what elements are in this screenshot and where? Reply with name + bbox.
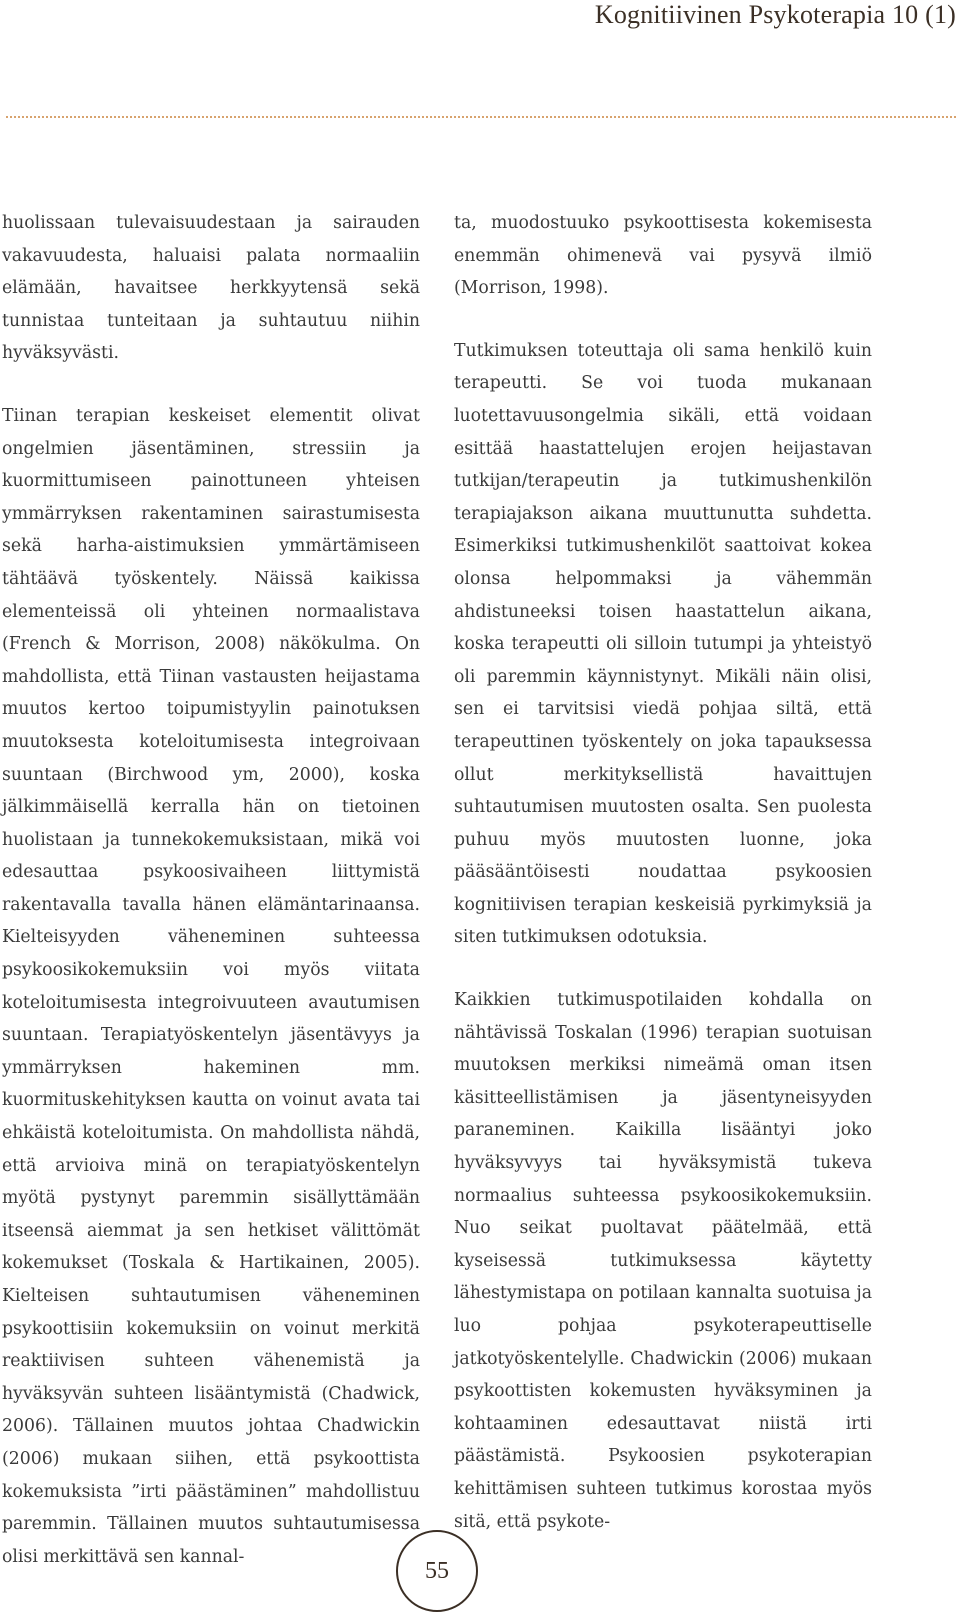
header-divider: [6, 116, 956, 118]
right-paragraph-2: Tutkimuksen toteuttaja oli sama henkilö kuin terapeutti. Se voi tuoda mukanaan luotettavuusongelmia sikäli, että voidaan esittää haastattelujen erojen heijastavan tutkijan/terapeutin ja tutkimushenkilön terapiajakson aikana muuttunutta suhdetta. Esimerkiksi tutkimushenkilöt saattoivat kokea olonsa helpommaksi ja vähemmän ahdistuneeksi toisen haastattelun aikana, koska terapeutti oli silloin tutumpi ja yhteistyö oli paremmin käynnistynyt. Mikäli näin olisi, sen ei tarvitsisi viedä pohjaa siltä, että terapeuttinen työskentely on joka tapauksessa ollut merkityksellistä havaittujen suhtautumisen muutosten osalta. Sen puolesta puhuu myös muutosten luonne, joka pääsääntöisesti noudattaa psykoosien kognitiivisen terapian keskeisiä pyrkimyksiä ja siten tutkimuksen odotuksia.: [454, 340, 872, 948]
left-paragraph-1: huolissaan tulevaisuudestaan ja sairauden vakavuudesta, haluaisi palata normaaliin elämään, havaitsee herkkyytensä sekä tunnistaa tunteitaan ja suhtautuu niihin hyväksyvästi.: [2, 213, 420, 364]
right-paragraph-3: Kaikkien tutkimuspotilaiden kohdalla on nähtävissä Toskalan (1996) terapian suotuisan muutoksen merkiksi nimeämä oman itsen käsitteellistämisen ja jäsentyneisyyden paraneminen. Kaikilla lisääntyi joko hyväksyvyys tai hyväksymistä tukeva normaalius suhteessa psykoosikokemuksiin. Nuo seikat puoltavat päätelmää, että kyseisessä tutkimuksessa käytetty lähestymistapa on potilaan kannalta suotuisa ja luo pohjaa psykoterapeuttiselle jatkotyöskentelylle. Chadwickin (2006) mukaan psykoottisten kokemusten hyväksyminen ja kohtaaminen edesauttavat niistä irti päästämistä. Psykoosien psykoterapian kehittämisen suhteen tutkimus korostaa myös sitä, että psykote-: [454, 990, 872, 1532]
right-paragraph-1: ta, muodostuuko psykoottisesta kokemisesta enemmän ohimenevä vai pysyvä ilmiö (Morrison, 1998).: [454, 213, 872, 299]
left-column: [2, 207, 420, 1573]
running-title: Kognitiivinen Psykoterapia 10 (1): [594, 0, 956, 29]
right-column: [454, 207, 872, 1538]
page-number-badge: [396, 1530, 478, 1612]
page-number: 55: [425, 1557, 449, 1584]
left-paragraph-2: Tiinan terapian keskeiset elementit olivat ongelmien jäsentäminen, stressiin ja kuormittumiseen painottuneen yhteisen ymmärryksen rakentaminen sairastumisesta sekä harha-aistimuksien ymmärtämiseen tähtäävä työskentely. Näissä kaikissa elementeissä oli yhteinen normaalistava (French & Morrison, 2008) näkökulma. On mahdollista, että Tiinan vastausten heijastama muutos kertoo toipumistyylin painotuksen muutoksesta koteloitumisesta integroivaan suuntaan (Birchwood ym, 2000), koska jälkimmäisellä kerralla hän on tietoinen huolistaan ja tunnekokemuksistaan, mikä voi edesauttaa psykoosivaiheen liittymistä rakentavalla tavalla hänen elämäntarinaansa. Kielteisyyden väheneminen suhteessa psykoosikokemuksiin voi myös viitata koteloitumisesta integroivuuteen avautumisen suuntaan. Terapiatyöskentelyn jäsentävyys ja ymmärryksen hakeminen mm. kuormituskehityksen kautta on voinut avata tai ehkäistä koteloitumista. On mahdollista nähdä, että arvioiva minä on terapiatyöskentelyn myötä pystynyt paremmin sisällyttämään itseensä aiemmat ja sen hetkiset välittömät kokemukset (Toskala & Hartikainen, 2005). Kielteisen suhtautumisen väheneminen psykoottisiin kokemuksiin on voinut merkitä reaktiivisen suhteen vähenemistä ja hyväksyvän suhteen lisääntymistä (Chadwick, 2006). Tällainen muutos johtaa Chadwickin (2006) mukaan siihen, että psykoottista kokemuksista ”irti päästäminen” mahdollistuu paremmin. Tällainen muutos suhtautumisessa olisi merkittävä sen kannal-: [2, 405, 420, 1567]
